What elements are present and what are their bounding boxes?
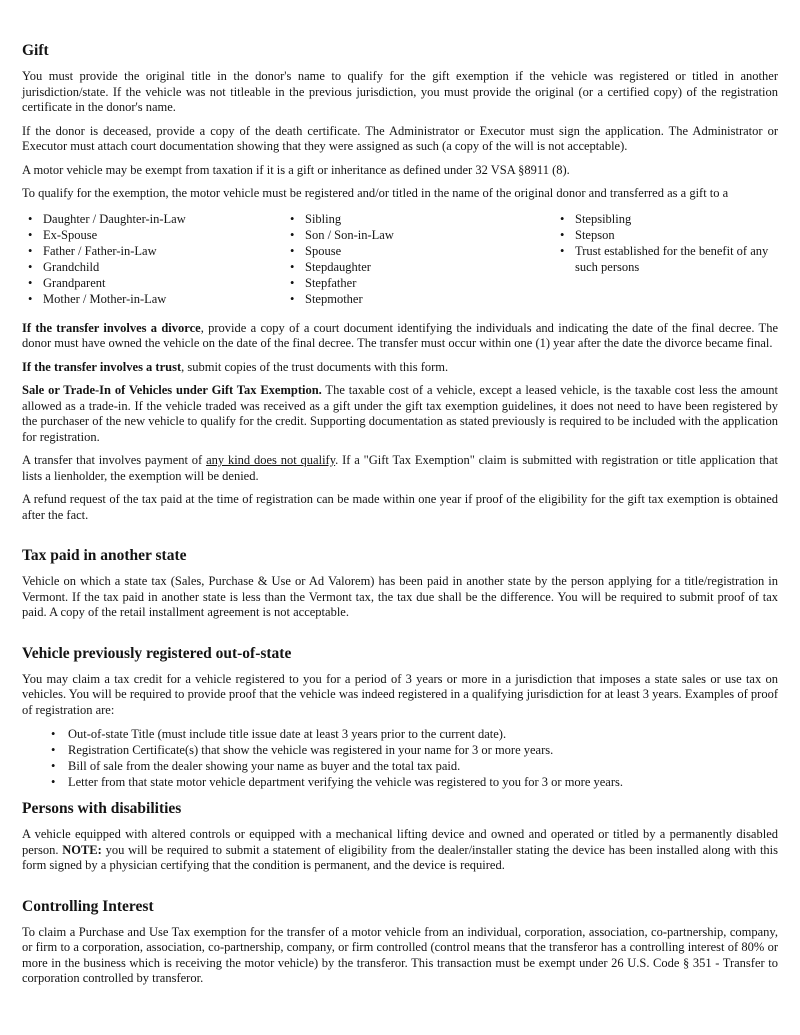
controlling-interest-paragraph: To claim a Purchase and Use Tax exemption for the transfer of a motor vehicle from an individual, corporation, association, co-partnership, company, or firm to a corporation, association, co-partnership, company, or firm controlled (control means that the transferor has a controlling interest of 80% or more in the business which is receiving the motor vehicle) by the transferor. This transaction must be exempt under 26 U.S. Code § 351 - Transfer to corporation controlled by transferor. (22, 924, 778, 985)
controlling-interest-heading: Controlling Interest (22, 897, 154, 915)
recipient-list (26, 211, 778, 307)
recipient-item: • Stepdaughter (288, 259, 558, 275)
recipient-item: • Grandchild (26, 259, 288, 275)
trust-lead-text: If the transfer involves a trust (22, 359, 182, 374)
recipient-item: • Daughter / Daughter-in-Law (26, 211, 288, 227)
sale-tradein-rest-text: The taxable cost of a vehicle, except a leased vehicle, is the taxable cost less the amount allowed as a trade-in. If the vehicle traded was received as a gift under the gift tax exemption guidelines, it does not need to have been registered by the purchaser of the new vehicle to qualify for the credit. Supporting documentation as stated previously is required to be included with the application for registration. (22, 383, 778, 444)
recipient-item: • Trust established for the benefit of any such persons (558, 243, 778, 275)
payment-underlined-text: any kind does not qualify (206, 453, 336, 467)
recipient-column-2 (288, 211, 558, 307)
recipient-item: • Spouse (288, 243, 558, 259)
trust-rest-text: , submit copies of the trust documents with this form. (181, 359, 449, 374)
out-of-state-intro-paragraph: You may claim a tax credit for a vehicle registered to you for a period of 3 years or more in a jurisdiction that imposes a state sales or use tax on vehicles. You will be required to provide proof that the vehicle was indeed registered in a qualifying jurisdiction for at least 3 years. Examples of proof of registration are: (22, 671, 778, 717)
gift-exempt-statement-paragraph: A motor vehicle may be exempt from taxation if it is a gift or inheritance as defined under 32 VSA §8911 (8). (22, 162, 570, 177)
recipient-column-1 (26, 211, 288, 307)
recipient-item: • Stepmother (288, 291, 558, 307)
gift-title-requirement-paragraph: You must provide the original title in the donor's name to qualify for the gift exemption if the vehicle was registered or titled in another jurisdiction/state. If the vehicle was not titleable in the previous jurisdiction, you must provide the original (or a certified copy) of the registration certificate in the donor's name. (22, 69, 778, 114)
gift-payment-paragraph (22, 453, 778, 484)
tax-another-state-paragraph: Vehicle on which a state tax (Sales, Purchase & Use or Ad Valorem) has been paid in another state by the person applying for a title/registration in Vermont. If the tax paid in another state is less than the Vermont tax, the tax due shall be the difference. You will be required to submit proof of tax paid. A copy of the retail installment agreement is not acceptable. (22, 574, 778, 619)
out-of-state-heading: Vehicle previously registered out-of-state (22, 644, 292, 662)
divorce-rest-text: , provide a copy of a court document identifying the individuals and indicating the date of the final decree. The donor must have owned the vehicle on the date of the final decree. The transfer must occur within one (1) year after the date the divorce became final. (22, 320, 778, 350)
recipient-item: • Stepson (558, 227, 778, 243)
disabilities-heading: Persons with disabilities (22, 800, 182, 817)
gift-refund-paragraph: A refund request of the tax paid at the time of registration can be made within one year if proof of the eligibility for the gift tax exemption is obtained after the fact. (22, 492, 778, 522)
disabilities-note-label: NOTE: (62, 842, 102, 857)
recipient-item: • Mother / Mother-in-Law (26, 291, 288, 307)
tax-another-state-heading: Tax paid in another state (22, 547, 187, 564)
recipient-item: • Son / Son-in-Law (288, 227, 558, 243)
payment-post-text: . If a "Gift Tax Exemption" claim is submitted with registration or title application that lists a lienholder, the exemption will be denied. (22, 453, 778, 483)
gift-qualify-intro-paragraph: To qualify for the exemption, the motor vehicle must be registered and/or titled in the name of the original donor and transferred as a gift to a (22, 186, 729, 200)
gift-trust-paragraph (22, 360, 778, 376)
sale-tradein-lead-text: Sale or Trade-In of Vehicles under Gift Tax Exemption. (22, 383, 322, 397)
disabilities-paragraph (22, 827, 778, 874)
payment-pre-text: A transfer that involves payment of (22, 453, 207, 467)
disabilities-post-text: you will be required to submit a statement of eligibility from the dealer/installer stating the device has been installed along with this form signed by a physician certifying that the condition is permanent, and the device is required. (22, 842, 779, 872)
recipient-item: • Sibling (288, 211, 558, 227)
section-controlling-interest (22, 898, 778, 987)
recipient-item: • Father / Father-in-Law (26, 243, 288, 259)
proof-item: • Letter from that state motor vehicle department verifying the vehicle was registered to you for 3 or more years. (48, 774, 778, 790)
section-disabilities (22, 800, 778, 874)
gift-sale-tradein-paragraph (22, 383, 778, 445)
gift-heading: Gift (22, 42, 49, 59)
gift-divorce-paragraph (22, 321, 778, 352)
section-gift (22, 42, 778, 523)
recipient-column-3 (558, 211, 778, 307)
proof-item: • Registration Certificate(s) that show the vehicle was registered in your name for 3 or more years. (48, 742, 778, 758)
disabilities-pre-text: A vehicle equipped with altered controls or equipped with a mechanical lifting device and owned and operated or titled by a permanently disabled person. (22, 827, 778, 857)
recipient-item: • Grandparent (26, 275, 288, 291)
section-tax-another-state (22, 547, 778, 621)
recipient-item: • Ex-Spouse (26, 227, 288, 243)
proof-item: • Bill of sale from the dealer showing your name as buyer and the total tax paid. (48, 758, 778, 774)
proof-item: • Out-of-state Title (must include title issue date at least 3 years prior to the current date). (48, 726, 778, 742)
gift-deceased-donor-paragraph: If the donor is deceased, provide a copy of the death certificate. The Administrator or Executor must sign the application. The Administrator or Executor must attach court documentation showing that they were assigned as such (a copy of the will is not acceptable). (22, 123, 778, 153)
section-out-of-state (22, 645, 778, 791)
recipient-item: • Stepfather (288, 275, 558, 291)
recipient-item: • Stepsibling (558, 211, 778, 227)
divorce-lead-text: If the transfer involves a divorce (22, 320, 201, 335)
proof-of-registration-list (48, 726, 778, 790)
